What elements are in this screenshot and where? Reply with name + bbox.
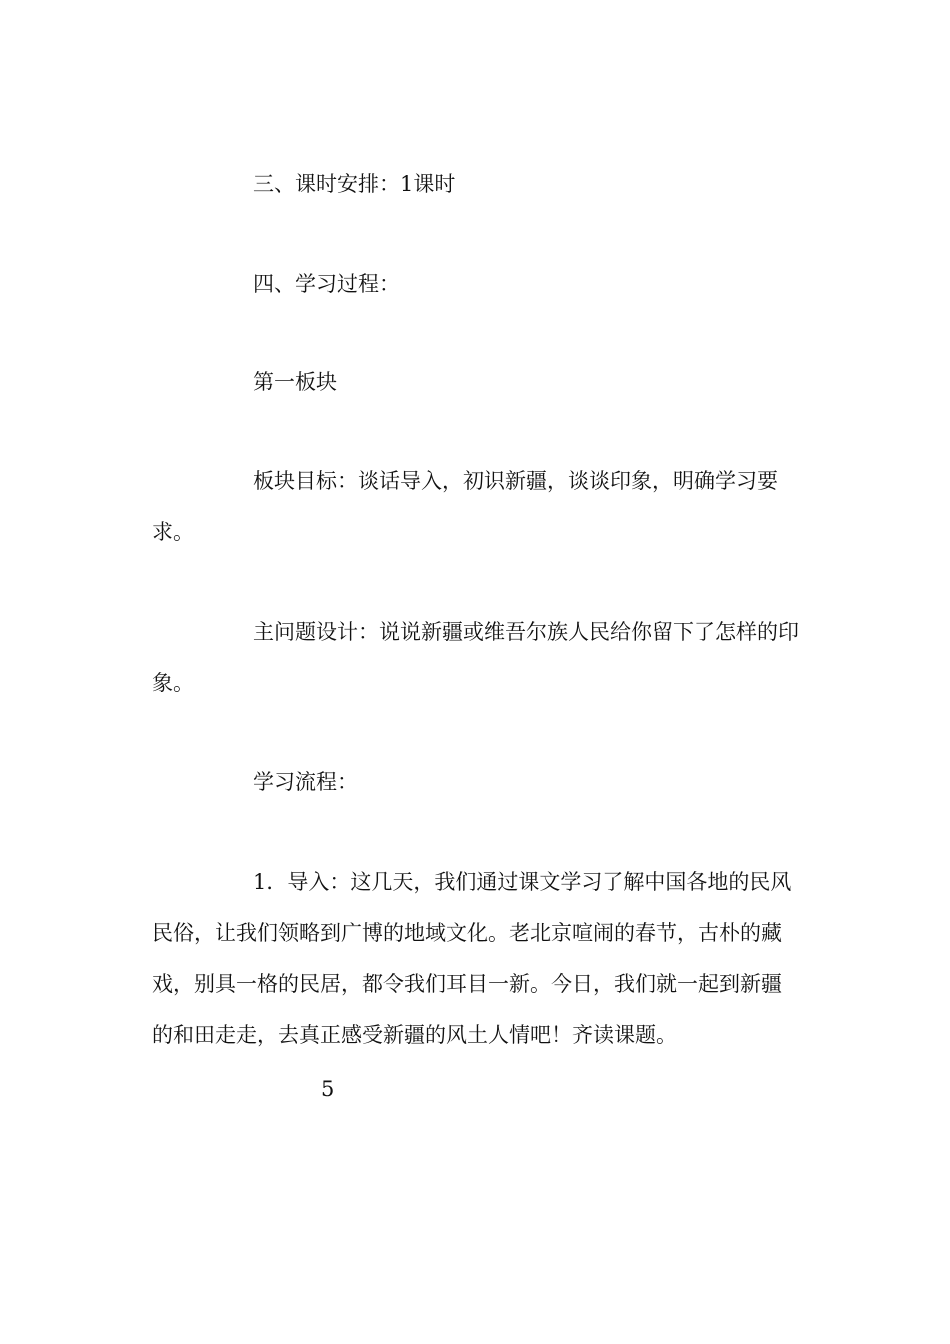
paragraph-main-question: 主问题设计：说说新疆或维吾尔族人民给你留下了怎样的印象。 xyxy=(152,620,799,695)
paragraph-learning-process: 四、学习过程： xyxy=(253,272,400,296)
paragraph-section-one: 第一板块 xyxy=(253,370,337,394)
paragraph-section-goal: 板块目标：谈话导入，初识新疆，谈谈印象，明确学习要求。 xyxy=(152,469,778,544)
paragraph-learning-flow: 学习流程： xyxy=(253,770,358,794)
page-number: 5 xyxy=(321,1077,335,1101)
paragraph-introduction: 1．导入：这几天，我们通过课文学习了解中国各地的民风民俗，让我们领略到广博的地域文化。老北京喧闹的春节，古朴的藏戏，别具一格的民居，都令我们耳目一新。今日，我们就一起到新疆的和田走走，去真正感受新疆的风土人情吧！齐读课题。 xyxy=(152,870,792,1047)
paragraph-class-hours: 三、课时安排：1课时 xyxy=(253,172,456,196)
